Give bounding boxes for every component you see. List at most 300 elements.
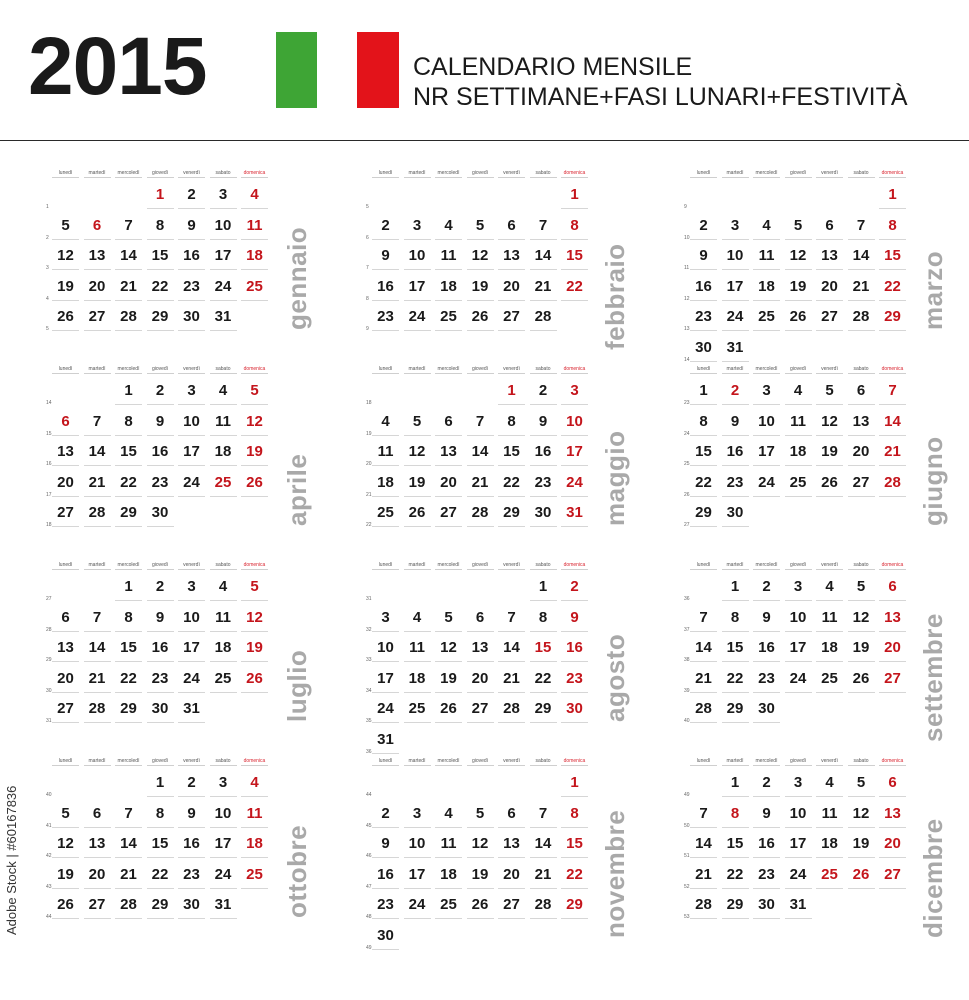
day-cell: 30 bbox=[758, 700, 775, 717]
day-cell: 20 bbox=[88, 277, 106, 295]
day-cell: 15 bbox=[726, 835, 744, 852]
day-cell: 6 bbox=[507, 216, 516, 234]
day-underline bbox=[147, 827, 174, 828]
day-underline bbox=[372, 857, 399, 858]
month-name-luglio: luglio bbox=[282, 649, 312, 722]
weekday-header: lunedì bbox=[372, 366, 399, 374]
day-cell: 8 bbox=[730, 804, 740, 822]
week-number: 23 bbox=[684, 400, 690, 406]
day-underline bbox=[530, 239, 557, 240]
day-underline bbox=[147, 796, 174, 797]
day-underline bbox=[498, 269, 525, 270]
day-cell: 16 bbox=[377, 865, 394, 883]
day-underline bbox=[530, 722, 557, 723]
day-cell: 6 bbox=[888, 774, 897, 791]
day-cell: 23 bbox=[534, 473, 552, 491]
day-underline bbox=[178, 918, 205, 919]
day-cell: 20 bbox=[57, 473, 74, 491]
day-underline bbox=[467, 300, 494, 301]
day-cell: 23 bbox=[151, 669, 169, 687]
weekday-header: domenica bbox=[561, 758, 588, 766]
week-number: 47 bbox=[366, 883, 372, 890]
day-cell: 5 bbox=[250, 578, 259, 595]
day-cell: 25 bbox=[440, 308, 457, 325]
day-underline bbox=[241, 239, 268, 240]
day-cell: 3 bbox=[381, 608, 390, 626]
day-cell: 13 bbox=[57, 639, 74, 656]
month-name-giugno: giugno bbox=[918, 436, 948, 526]
day-underline bbox=[848, 796, 875, 797]
day-underline bbox=[147, 692, 174, 693]
day-cell: 29 bbox=[151, 896, 169, 913]
day-cell: 26 bbox=[852, 669, 870, 687]
day-cell: 14 bbox=[120, 247, 137, 264]
day-cell: 12 bbox=[246, 412, 263, 430]
weekday-header: martedì bbox=[84, 170, 111, 178]
day-underline bbox=[785, 300, 812, 301]
day-underline bbox=[561, 526, 588, 527]
day-underline bbox=[498, 300, 525, 301]
day-cell: 9 bbox=[381, 835, 390, 852]
day-underline bbox=[147, 526, 174, 527]
weekday-header: giovedì bbox=[785, 170, 812, 178]
day-underline bbox=[178, 465, 205, 466]
day-cell: 12 bbox=[57, 247, 74, 264]
weekday-header: sabato bbox=[210, 366, 237, 374]
day-cell: 4 bbox=[793, 382, 803, 399]
weekday-header: venerdì bbox=[178, 170, 205, 178]
day-underline bbox=[879, 827, 906, 828]
week-number: 14 bbox=[46, 400, 52, 406]
day-underline bbox=[785, 465, 812, 466]
day-cell: 24 bbox=[566, 473, 583, 491]
day-cell: 3 bbox=[793, 774, 803, 791]
day-underline bbox=[210, 465, 237, 466]
day-cell: 14 bbox=[534, 247, 552, 264]
week-number: 9 bbox=[366, 326, 369, 332]
day-cell: 1 bbox=[507, 382, 516, 399]
day-cell: 11 bbox=[377, 443, 394, 460]
week-number: 41 bbox=[46, 822, 52, 829]
weekday-header: giovedì bbox=[467, 170, 494, 178]
day-cell: 26 bbox=[471, 308, 489, 325]
day-cell: 29 bbox=[120, 700, 137, 717]
day-cell: 9 bbox=[155, 608, 165, 626]
day-cell: 7 bbox=[507, 608, 516, 626]
day-cell: 31 bbox=[214, 896, 232, 913]
day-underline bbox=[435, 722, 462, 723]
day-underline bbox=[722, 361, 749, 362]
day-underline bbox=[498, 465, 525, 466]
day-underline bbox=[372, 526, 399, 527]
day-underline bbox=[52, 435, 79, 436]
week-number: 17 bbox=[46, 491, 52, 498]
day-underline bbox=[848, 330, 875, 331]
weekday-header: sabato bbox=[530, 562, 557, 570]
day-underline bbox=[530, 661, 557, 662]
day-cell: 27 bbox=[503, 896, 520, 913]
day-underline bbox=[84, 239, 111, 240]
day-cell: 16 bbox=[566, 639, 583, 656]
day-cell: 27 bbox=[821, 308, 838, 325]
day-cell: 25 bbox=[214, 669, 232, 687]
day-cell: 29 bbox=[884, 308, 901, 325]
month-name-settembre: settembre bbox=[918, 613, 948, 742]
day-cell: 26 bbox=[57, 896, 74, 913]
day-underline bbox=[241, 435, 268, 436]
day-underline bbox=[848, 600, 875, 601]
day-underline bbox=[435, 857, 462, 858]
day-cell: 6 bbox=[61, 412, 70, 430]
day-underline bbox=[115, 888, 142, 889]
day-underline bbox=[404, 239, 431, 240]
day-underline bbox=[178, 208, 205, 209]
weekday-header: venerdì bbox=[816, 758, 843, 766]
day-cell: 18 bbox=[758, 277, 775, 295]
day-underline bbox=[561, 239, 588, 240]
day-cell: 27 bbox=[884, 865, 901, 883]
day-underline bbox=[435, 827, 462, 828]
day-underline bbox=[178, 661, 205, 662]
week-number: 13 bbox=[684, 326, 690, 332]
day-underline bbox=[785, 888, 812, 889]
day-underline bbox=[561, 631, 588, 632]
day-underline bbox=[467, 827, 494, 828]
day-underline bbox=[753, 435, 780, 436]
day-cell: 29 bbox=[695, 504, 712, 521]
day-cell: 30 bbox=[534, 504, 552, 521]
day-underline bbox=[52, 465, 79, 466]
day-underline bbox=[178, 435, 205, 436]
day-cell: 20 bbox=[503, 865, 520, 883]
weekday-header: venerdì bbox=[178, 366, 205, 374]
day-underline bbox=[753, 404, 780, 405]
day-underline bbox=[722, 722, 749, 723]
day-cell: 5 bbox=[250, 382, 259, 399]
day-underline bbox=[879, 404, 906, 405]
day-cell: 21 bbox=[884, 443, 901, 460]
day-cell: 24 bbox=[408, 896, 426, 913]
day-cell: 24 bbox=[183, 473, 200, 491]
day-underline bbox=[879, 796, 906, 797]
day-underline bbox=[84, 330, 111, 331]
weekday-header: domenica bbox=[879, 170, 906, 178]
weekday-header: mercoledì bbox=[435, 170, 462, 178]
day-cell: 10 bbox=[377, 639, 394, 656]
day-underline bbox=[147, 330, 174, 331]
day-underline bbox=[147, 857, 174, 858]
weekday-header: martedì bbox=[404, 366, 431, 374]
day-cell: 13 bbox=[821, 247, 838, 264]
day-cell: 11 bbox=[821, 608, 838, 626]
day-cell: 11 bbox=[246, 216, 263, 234]
day-underline bbox=[467, 526, 494, 527]
day-cell: 31 bbox=[566, 504, 583, 521]
day-underline bbox=[404, 857, 431, 858]
day-underline bbox=[404, 496, 431, 497]
weekday-header: martedì bbox=[84, 758, 111, 766]
day-underline bbox=[210, 692, 237, 693]
day-underline bbox=[530, 404, 557, 405]
day-cell: 9 bbox=[762, 608, 771, 626]
day-cell: 6 bbox=[92, 804, 102, 822]
week-number: 19 bbox=[366, 430, 372, 437]
day-cell: 18 bbox=[377, 473, 394, 491]
day-cell: 28 bbox=[534, 896, 552, 913]
day-cell: 13 bbox=[503, 247, 520, 264]
day-cell: 20 bbox=[884, 639, 901, 656]
day-underline bbox=[848, 404, 875, 405]
day-cell: 6 bbox=[61, 608, 70, 626]
day-underline bbox=[498, 330, 525, 331]
day-cell: 14 bbox=[88, 443, 106, 460]
day-cell: 18 bbox=[789, 443, 807, 460]
week-number: 39 bbox=[684, 687, 690, 694]
weekday-header: martedì bbox=[404, 758, 431, 766]
day-cell: 26 bbox=[440, 700, 457, 717]
day-cell: 7 bbox=[699, 608, 708, 626]
week-number: 43 bbox=[46, 883, 52, 890]
day-cell: 23 bbox=[377, 308, 394, 325]
day-underline bbox=[690, 404, 717, 405]
day-cell: 27 bbox=[884, 669, 901, 687]
day-underline bbox=[722, 239, 749, 240]
day-cell: 17 bbox=[789, 639, 807, 656]
day-underline bbox=[241, 631, 268, 632]
weekday-header: mercoledì bbox=[115, 758, 142, 766]
day-underline bbox=[52, 722, 79, 723]
day-cell: 14 bbox=[884, 412, 901, 430]
day-cell: 19 bbox=[57, 277, 74, 295]
day-underline bbox=[84, 496, 111, 497]
day-underline bbox=[785, 857, 812, 858]
day-cell: 2 bbox=[762, 578, 771, 595]
day-cell: 14 bbox=[852, 247, 870, 264]
day-underline bbox=[753, 888, 780, 889]
day-cell: 23 bbox=[758, 669, 775, 687]
day-underline bbox=[530, 496, 557, 497]
day-underline bbox=[372, 631, 399, 632]
day-underline bbox=[404, 465, 431, 466]
week-number: 42 bbox=[46, 853, 52, 859]
day-underline bbox=[147, 208, 174, 209]
day-underline bbox=[52, 661, 79, 662]
day-cell: 16 bbox=[534, 443, 552, 460]
day-underline bbox=[372, 330, 399, 331]
week-number: 20 bbox=[366, 461, 372, 467]
day-cell: 7 bbox=[538, 216, 548, 234]
day-underline bbox=[84, 631, 111, 632]
day-underline bbox=[241, 857, 268, 858]
day-cell: 1 bbox=[888, 186, 897, 203]
day-cell: 15 bbox=[884, 247, 901, 264]
day-cell: 18 bbox=[821, 639, 838, 656]
day-cell: 19 bbox=[789, 277, 807, 295]
week-number: 34 bbox=[366, 687, 372, 694]
day-underline bbox=[753, 496, 780, 497]
day-cell: 2 bbox=[381, 804, 390, 822]
weekday-header: martedì bbox=[404, 170, 431, 178]
day-underline bbox=[879, 600, 906, 601]
day-cell: 3 bbox=[412, 216, 422, 234]
day-cell: 5 bbox=[793, 216, 803, 234]
day-cell: 29 bbox=[120, 504, 137, 521]
weekday-header: domenica bbox=[241, 562, 268, 570]
day-cell: 3 bbox=[218, 186, 228, 203]
day-cell: 1 bbox=[124, 578, 133, 595]
day-underline bbox=[178, 722, 205, 723]
day-cell: 26 bbox=[408, 504, 426, 521]
day-cell: 24 bbox=[183, 669, 200, 687]
day-underline bbox=[816, 631, 843, 632]
day-underline bbox=[530, 600, 557, 601]
day-cell: 20 bbox=[821, 277, 838, 295]
month-name-maggio: maggio bbox=[600, 430, 630, 526]
weekday-header: sabato bbox=[530, 366, 557, 374]
day-cell: 3 bbox=[187, 578, 196, 595]
day-underline bbox=[498, 496, 525, 497]
day-underline bbox=[404, 722, 431, 723]
weekday-header: sabato bbox=[530, 170, 557, 178]
week-number: 3 bbox=[46, 265, 49, 271]
day-cell: 26 bbox=[246, 473, 263, 491]
day-underline bbox=[722, 918, 749, 919]
day-underline bbox=[785, 827, 812, 828]
day-cell: 11 bbox=[790, 412, 806, 430]
day-cell: 10 bbox=[789, 804, 807, 822]
day-underline bbox=[178, 888, 205, 889]
weekday-header: lunedì bbox=[372, 170, 399, 178]
day-underline bbox=[467, 692, 494, 693]
day-underline bbox=[690, 888, 717, 889]
day-underline bbox=[115, 600, 142, 601]
day-cell: 5 bbox=[825, 382, 834, 399]
day-underline bbox=[404, 526, 431, 527]
weekday-header: martedì bbox=[722, 562, 749, 570]
day-cell: 22 bbox=[566, 277, 583, 295]
day-underline bbox=[178, 239, 205, 240]
day-underline bbox=[372, 239, 399, 240]
day-cell: 28 bbox=[503, 700, 520, 717]
subtitle-line-1: CALENDARIO MENSILE bbox=[413, 53, 693, 81]
day-underline bbox=[498, 827, 525, 828]
day-underline bbox=[147, 435, 174, 436]
weekday-header: giovedì bbox=[147, 170, 174, 178]
week-number: 51 bbox=[684, 853, 690, 859]
day-underline bbox=[879, 661, 906, 662]
day-underline bbox=[498, 857, 525, 858]
day-underline bbox=[52, 239, 79, 240]
weekday-header: mercoledì bbox=[753, 170, 780, 178]
day-underline bbox=[147, 300, 174, 301]
day-cell: 28 bbox=[88, 700, 106, 717]
day-underline bbox=[467, 435, 494, 436]
day-underline bbox=[178, 631, 205, 632]
day-underline bbox=[722, 827, 749, 828]
day-cell: 26 bbox=[852, 865, 870, 883]
day-underline bbox=[785, 496, 812, 497]
week-number: 49 bbox=[684, 792, 690, 798]
day-underline bbox=[178, 827, 205, 828]
day-underline bbox=[848, 435, 875, 436]
day-cell: 5 bbox=[412, 412, 422, 430]
flag-white-stripe bbox=[317, 32, 357, 108]
day-underline bbox=[52, 827, 79, 828]
day-cell: 26 bbox=[57, 308, 74, 325]
weekday-header: lunedì bbox=[52, 758, 79, 766]
day-underline bbox=[530, 526, 557, 527]
day-cell: 9 bbox=[187, 804, 196, 822]
day-cell: 10 bbox=[566, 412, 583, 430]
day-cell: 2 bbox=[381, 216, 390, 234]
day-cell: 1 bbox=[570, 774, 579, 791]
day-cell: 1 bbox=[570, 186, 579, 203]
day-cell: 27 bbox=[88, 896, 106, 913]
day-underline bbox=[848, 692, 875, 693]
week-number: 30 bbox=[46, 687, 52, 694]
day-cell: 16 bbox=[151, 639, 169, 656]
day-cell: 8 bbox=[155, 216, 165, 234]
day-underline bbox=[690, 661, 717, 662]
month-name-dicembre: dicembre bbox=[918, 818, 948, 938]
day-underline bbox=[84, 857, 111, 858]
day-underline bbox=[147, 239, 174, 240]
weekday-header: venerdì bbox=[816, 562, 843, 570]
day-underline bbox=[115, 661, 142, 662]
month-name-agosto: agosto bbox=[600, 633, 630, 722]
day-cell: 31 bbox=[183, 700, 200, 717]
day-cell: 25 bbox=[821, 669, 838, 687]
day-cell: 14 bbox=[471, 443, 489, 460]
day-underline bbox=[467, 239, 494, 240]
day-underline bbox=[210, 496, 237, 497]
day-cell: 31 bbox=[726, 338, 744, 356]
weekday-header: venerdì bbox=[498, 562, 525, 570]
day-cell: 8 bbox=[730, 608, 740, 626]
day-cell: 22 bbox=[726, 669, 744, 687]
day-underline bbox=[690, 269, 717, 270]
day-underline bbox=[147, 918, 174, 919]
day-underline bbox=[210, 661, 237, 662]
weekday-header: sabato bbox=[530, 758, 557, 766]
day-underline bbox=[52, 526, 79, 527]
day-underline bbox=[115, 692, 142, 693]
weekday-header: mercoledì bbox=[435, 562, 462, 570]
day-cell: 22 bbox=[695, 473, 712, 491]
day-underline bbox=[372, 465, 399, 466]
day-underline bbox=[753, 661, 780, 662]
weekday-header: sabato bbox=[210, 562, 237, 570]
day-cell: 22 bbox=[566, 865, 583, 883]
day-underline bbox=[178, 269, 205, 270]
day-underline bbox=[435, 918, 462, 919]
day-underline bbox=[722, 404, 749, 405]
month-name-gennaio: gennaio bbox=[282, 226, 312, 330]
day-cell: 7 bbox=[856, 216, 866, 234]
day-cell: 10 bbox=[214, 804, 232, 822]
day-underline bbox=[372, 888, 399, 889]
day-cell: 12 bbox=[852, 608, 870, 626]
day-underline bbox=[115, 435, 142, 436]
day-cell: 13 bbox=[852, 412, 870, 430]
day-underline bbox=[722, 600, 749, 601]
day-cell: 1 bbox=[538, 578, 548, 595]
week-number: 26 bbox=[684, 491, 690, 498]
day-cell: 4 bbox=[412, 608, 422, 626]
day-underline bbox=[690, 857, 717, 858]
day-cell: 16 bbox=[377, 277, 394, 295]
day-cell: 9 bbox=[762, 804, 771, 822]
